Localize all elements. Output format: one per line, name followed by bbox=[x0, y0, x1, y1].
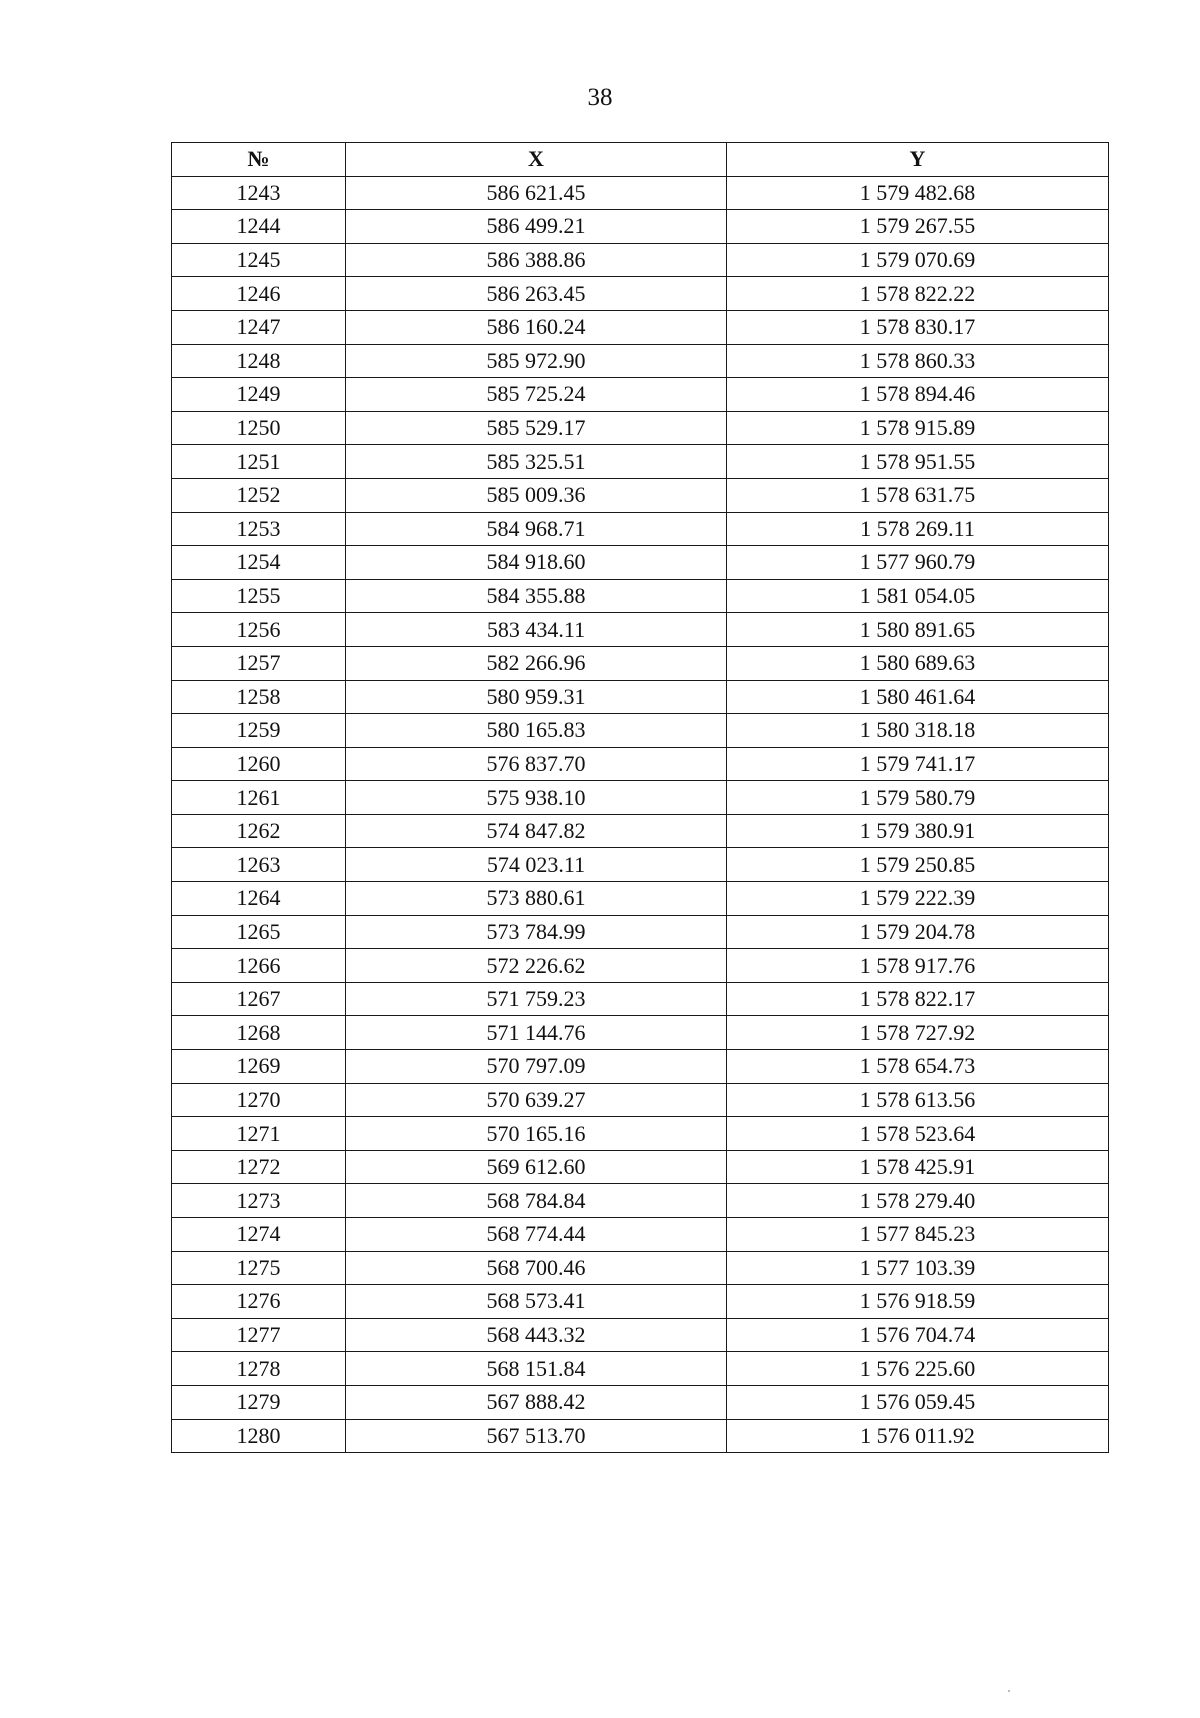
cell-y: 1 579 222.39 bbox=[727, 882, 1109, 916]
cell-y: 1 580 689.63 bbox=[727, 646, 1109, 680]
cell-y: 1 578 951.55 bbox=[727, 445, 1109, 479]
table-row bbox=[172, 1083, 1109, 1117]
cell-y: 1 577 845.23 bbox=[727, 1218, 1109, 1252]
cell-number: 1252 bbox=[172, 478, 346, 512]
cell-number: 1244 bbox=[172, 210, 346, 244]
cell-number: 1256 bbox=[172, 613, 346, 647]
cell-y: 1 580 891.65 bbox=[727, 613, 1109, 647]
table-row bbox=[172, 478, 1109, 512]
column-header-y: Y bbox=[727, 143, 1109, 177]
cell-number: 1276 bbox=[172, 1285, 346, 1319]
cell-number: 1263 bbox=[172, 848, 346, 882]
cell-y: 1 578 279.40 bbox=[727, 1184, 1109, 1218]
cell-number: 1279 bbox=[172, 1385, 346, 1419]
cell-number: 1261 bbox=[172, 781, 346, 815]
table-row bbox=[172, 445, 1109, 479]
table-row bbox=[172, 982, 1109, 1016]
cell-y: 1 578 727.92 bbox=[727, 1016, 1109, 1050]
cell-y: 1 577 960.79 bbox=[727, 546, 1109, 580]
table-row bbox=[172, 1016, 1109, 1050]
table-row bbox=[172, 882, 1109, 916]
table-row bbox=[172, 344, 1109, 378]
cell-y: 1 579 482.68 bbox=[727, 176, 1109, 210]
cell-x: 568 443.32 bbox=[346, 1318, 727, 1352]
cell-number: 1253 bbox=[172, 512, 346, 546]
cell-y: 1 578 822.22 bbox=[727, 277, 1109, 311]
table-row bbox=[172, 243, 1109, 277]
cell-number: 1265 bbox=[172, 915, 346, 949]
cell-x: 580 959.31 bbox=[346, 680, 727, 714]
cell-number: 1275 bbox=[172, 1251, 346, 1285]
cell-x: 586 160.24 bbox=[346, 310, 727, 344]
table-row bbox=[172, 1251, 1109, 1285]
cell-x: 571 144.76 bbox=[346, 1016, 727, 1050]
cell-x: 573 880.61 bbox=[346, 882, 727, 916]
cell-number: 1264 bbox=[172, 882, 346, 916]
cell-number: 1246 bbox=[172, 277, 346, 311]
cell-number: 1270 bbox=[172, 1083, 346, 1117]
cell-y: 1 578 830.17 bbox=[727, 310, 1109, 344]
cell-y: 1 576 011.92 bbox=[727, 1419, 1109, 1453]
table-row bbox=[172, 1318, 1109, 1352]
cell-x: 574 847.82 bbox=[346, 814, 727, 848]
table-row bbox=[172, 680, 1109, 714]
table-row bbox=[172, 1285, 1109, 1319]
cell-number: 1271 bbox=[172, 1117, 346, 1151]
cell-x: 584 355.88 bbox=[346, 579, 727, 613]
table-row bbox=[172, 176, 1109, 210]
cell-number: 1269 bbox=[172, 1050, 346, 1084]
cell-y: 1 579 070.69 bbox=[727, 243, 1109, 277]
cell-number: 1247 bbox=[172, 310, 346, 344]
table-row bbox=[172, 512, 1109, 546]
cell-number: 1267 bbox=[172, 982, 346, 1016]
table-row bbox=[172, 277, 1109, 311]
cell-x: 568 573.41 bbox=[346, 1285, 727, 1319]
scan-speck bbox=[1008, 1690, 1010, 1692]
table-row bbox=[172, 613, 1109, 647]
table-row bbox=[172, 1117, 1109, 1151]
cell-y: 1 578 631.75 bbox=[727, 478, 1109, 512]
cell-x: 570 639.27 bbox=[346, 1083, 727, 1117]
cell-y: 1 578 425.91 bbox=[727, 1150, 1109, 1184]
cell-y: 1 579 380.91 bbox=[727, 814, 1109, 848]
cell-number: 1277 bbox=[172, 1318, 346, 1352]
cell-number: 1260 bbox=[172, 747, 346, 781]
cell-x: 580 165.83 bbox=[346, 714, 727, 748]
cell-x: 586 499.21 bbox=[346, 210, 727, 244]
cell-x: 575 938.10 bbox=[346, 781, 727, 815]
cell-x: 584 968.71 bbox=[346, 512, 727, 546]
cell-y: 1 579 204.78 bbox=[727, 915, 1109, 949]
table-row bbox=[172, 579, 1109, 613]
table-row bbox=[172, 1419, 1109, 1453]
cell-y: 1 580 461.64 bbox=[727, 680, 1109, 714]
cell-x: 572 226.62 bbox=[346, 949, 727, 983]
cell-y: 1 578 523.64 bbox=[727, 1117, 1109, 1151]
cell-x: 585 009.36 bbox=[346, 478, 727, 512]
cell-number: 1274 bbox=[172, 1218, 346, 1252]
cell-y: 1 578 894.46 bbox=[727, 378, 1109, 412]
cell-number: 1250 bbox=[172, 411, 346, 445]
table-row bbox=[172, 546, 1109, 580]
cell-number: 1245 bbox=[172, 243, 346, 277]
table-body bbox=[172, 176, 1109, 1453]
cell-x: 586 263.45 bbox=[346, 277, 727, 311]
cell-y: 1 578 654.73 bbox=[727, 1050, 1109, 1084]
page-number: 38 bbox=[587, 84, 613, 111]
cell-x: 570 165.16 bbox=[346, 1117, 727, 1151]
table-row bbox=[172, 1150, 1109, 1184]
cell-y: 1 578 269.11 bbox=[727, 512, 1109, 546]
cell-x: 568 784.84 bbox=[346, 1184, 727, 1218]
cell-number: 1262 bbox=[172, 814, 346, 848]
table-row bbox=[172, 1385, 1109, 1419]
cell-y: 1 578 917.76 bbox=[727, 949, 1109, 983]
cell-x: 570 797.09 bbox=[346, 1050, 727, 1084]
table-header-row bbox=[172, 143, 1109, 177]
cell-x: 585 972.90 bbox=[346, 344, 727, 378]
cell-x: 583 434.11 bbox=[346, 613, 727, 647]
cell-x: 568 151.84 bbox=[346, 1352, 727, 1386]
cell-y: 1 578 822.17 bbox=[727, 982, 1109, 1016]
cell-number: 1272 bbox=[172, 1150, 346, 1184]
cell-y: 1 579 741.17 bbox=[727, 747, 1109, 781]
cell-y: 1 580 318.18 bbox=[727, 714, 1109, 748]
cell-number: 1251 bbox=[172, 445, 346, 479]
cell-x: 586 388.86 bbox=[346, 243, 727, 277]
cell-x: 585 325.51 bbox=[346, 445, 727, 479]
table-row bbox=[172, 714, 1109, 748]
cell-number: 1257 bbox=[172, 646, 346, 680]
table-row bbox=[172, 646, 1109, 680]
cell-x: 584 918.60 bbox=[346, 546, 727, 580]
cell-y: 1 578 613.56 bbox=[727, 1083, 1109, 1117]
cell-number: 1248 bbox=[172, 344, 346, 378]
cell-y: 1 576 059.45 bbox=[727, 1385, 1109, 1419]
table-row bbox=[172, 378, 1109, 412]
cell-number: 1258 bbox=[172, 680, 346, 714]
cell-y: 1 576 918.59 bbox=[727, 1285, 1109, 1319]
table-row bbox=[172, 848, 1109, 882]
table-row bbox=[172, 210, 1109, 244]
cell-x: 585 529.17 bbox=[346, 411, 727, 445]
table-row bbox=[172, 411, 1109, 445]
cell-x: 571 759.23 bbox=[346, 982, 727, 1016]
cell-x: 569 612.60 bbox=[346, 1150, 727, 1184]
cell-y: 1 576 704.74 bbox=[727, 1318, 1109, 1352]
cell-number: 1254 bbox=[172, 546, 346, 580]
cell-number: 1255 bbox=[172, 579, 346, 613]
cell-x: 576 837.70 bbox=[346, 747, 727, 781]
cell-x: 568 700.46 bbox=[346, 1251, 727, 1285]
table-row bbox=[172, 310, 1109, 344]
table-row bbox=[172, 1184, 1109, 1218]
table-row bbox=[172, 747, 1109, 781]
cell-x: 568 774.44 bbox=[346, 1218, 727, 1252]
table-row bbox=[172, 1050, 1109, 1084]
cell-number: 1259 bbox=[172, 714, 346, 748]
cell-y: 1 579 250.85 bbox=[727, 848, 1109, 882]
cell-number: 1280 bbox=[172, 1419, 346, 1453]
cell-y: 1 577 103.39 bbox=[727, 1251, 1109, 1285]
cell-x: 585 725.24 bbox=[346, 378, 727, 412]
cell-x: 586 621.45 bbox=[346, 176, 727, 210]
column-header-x: X bbox=[346, 143, 727, 177]
cell-y: 1 579 580.79 bbox=[727, 781, 1109, 815]
cell-x: 567 888.42 bbox=[346, 1385, 727, 1419]
table-row bbox=[172, 781, 1109, 815]
cell-number: 1266 bbox=[172, 949, 346, 983]
cell-x: 567 513.70 bbox=[346, 1419, 727, 1453]
cell-number: 1268 bbox=[172, 1016, 346, 1050]
table-row bbox=[172, 814, 1109, 848]
cell-x: 574 023.11 bbox=[346, 848, 727, 882]
column-header-number: № bbox=[172, 143, 346, 177]
cell-x: 582 266.96 bbox=[346, 646, 727, 680]
table-row bbox=[172, 949, 1109, 983]
coordinates-table bbox=[171, 142, 1109, 1453]
cell-y: 1 578 860.33 bbox=[727, 344, 1109, 378]
table-row bbox=[172, 1218, 1109, 1252]
cell-y: 1 581 054.05 bbox=[727, 579, 1109, 613]
cell-number: 1249 bbox=[172, 378, 346, 412]
table-row bbox=[172, 915, 1109, 949]
cell-y: 1 579 267.55 bbox=[727, 210, 1109, 244]
cell-y: 1 576 225.60 bbox=[727, 1352, 1109, 1386]
cell-y: 1 578 915.89 bbox=[727, 411, 1109, 445]
cell-number: 1273 bbox=[172, 1184, 346, 1218]
table-row bbox=[172, 1352, 1109, 1386]
cell-number: 1243 bbox=[172, 176, 346, 210]
cell-number: 1278 bbox=[172, 1352, 346, 1386]
cell-x: 573 784.99 bbox=[346, 915, 727, 949]
